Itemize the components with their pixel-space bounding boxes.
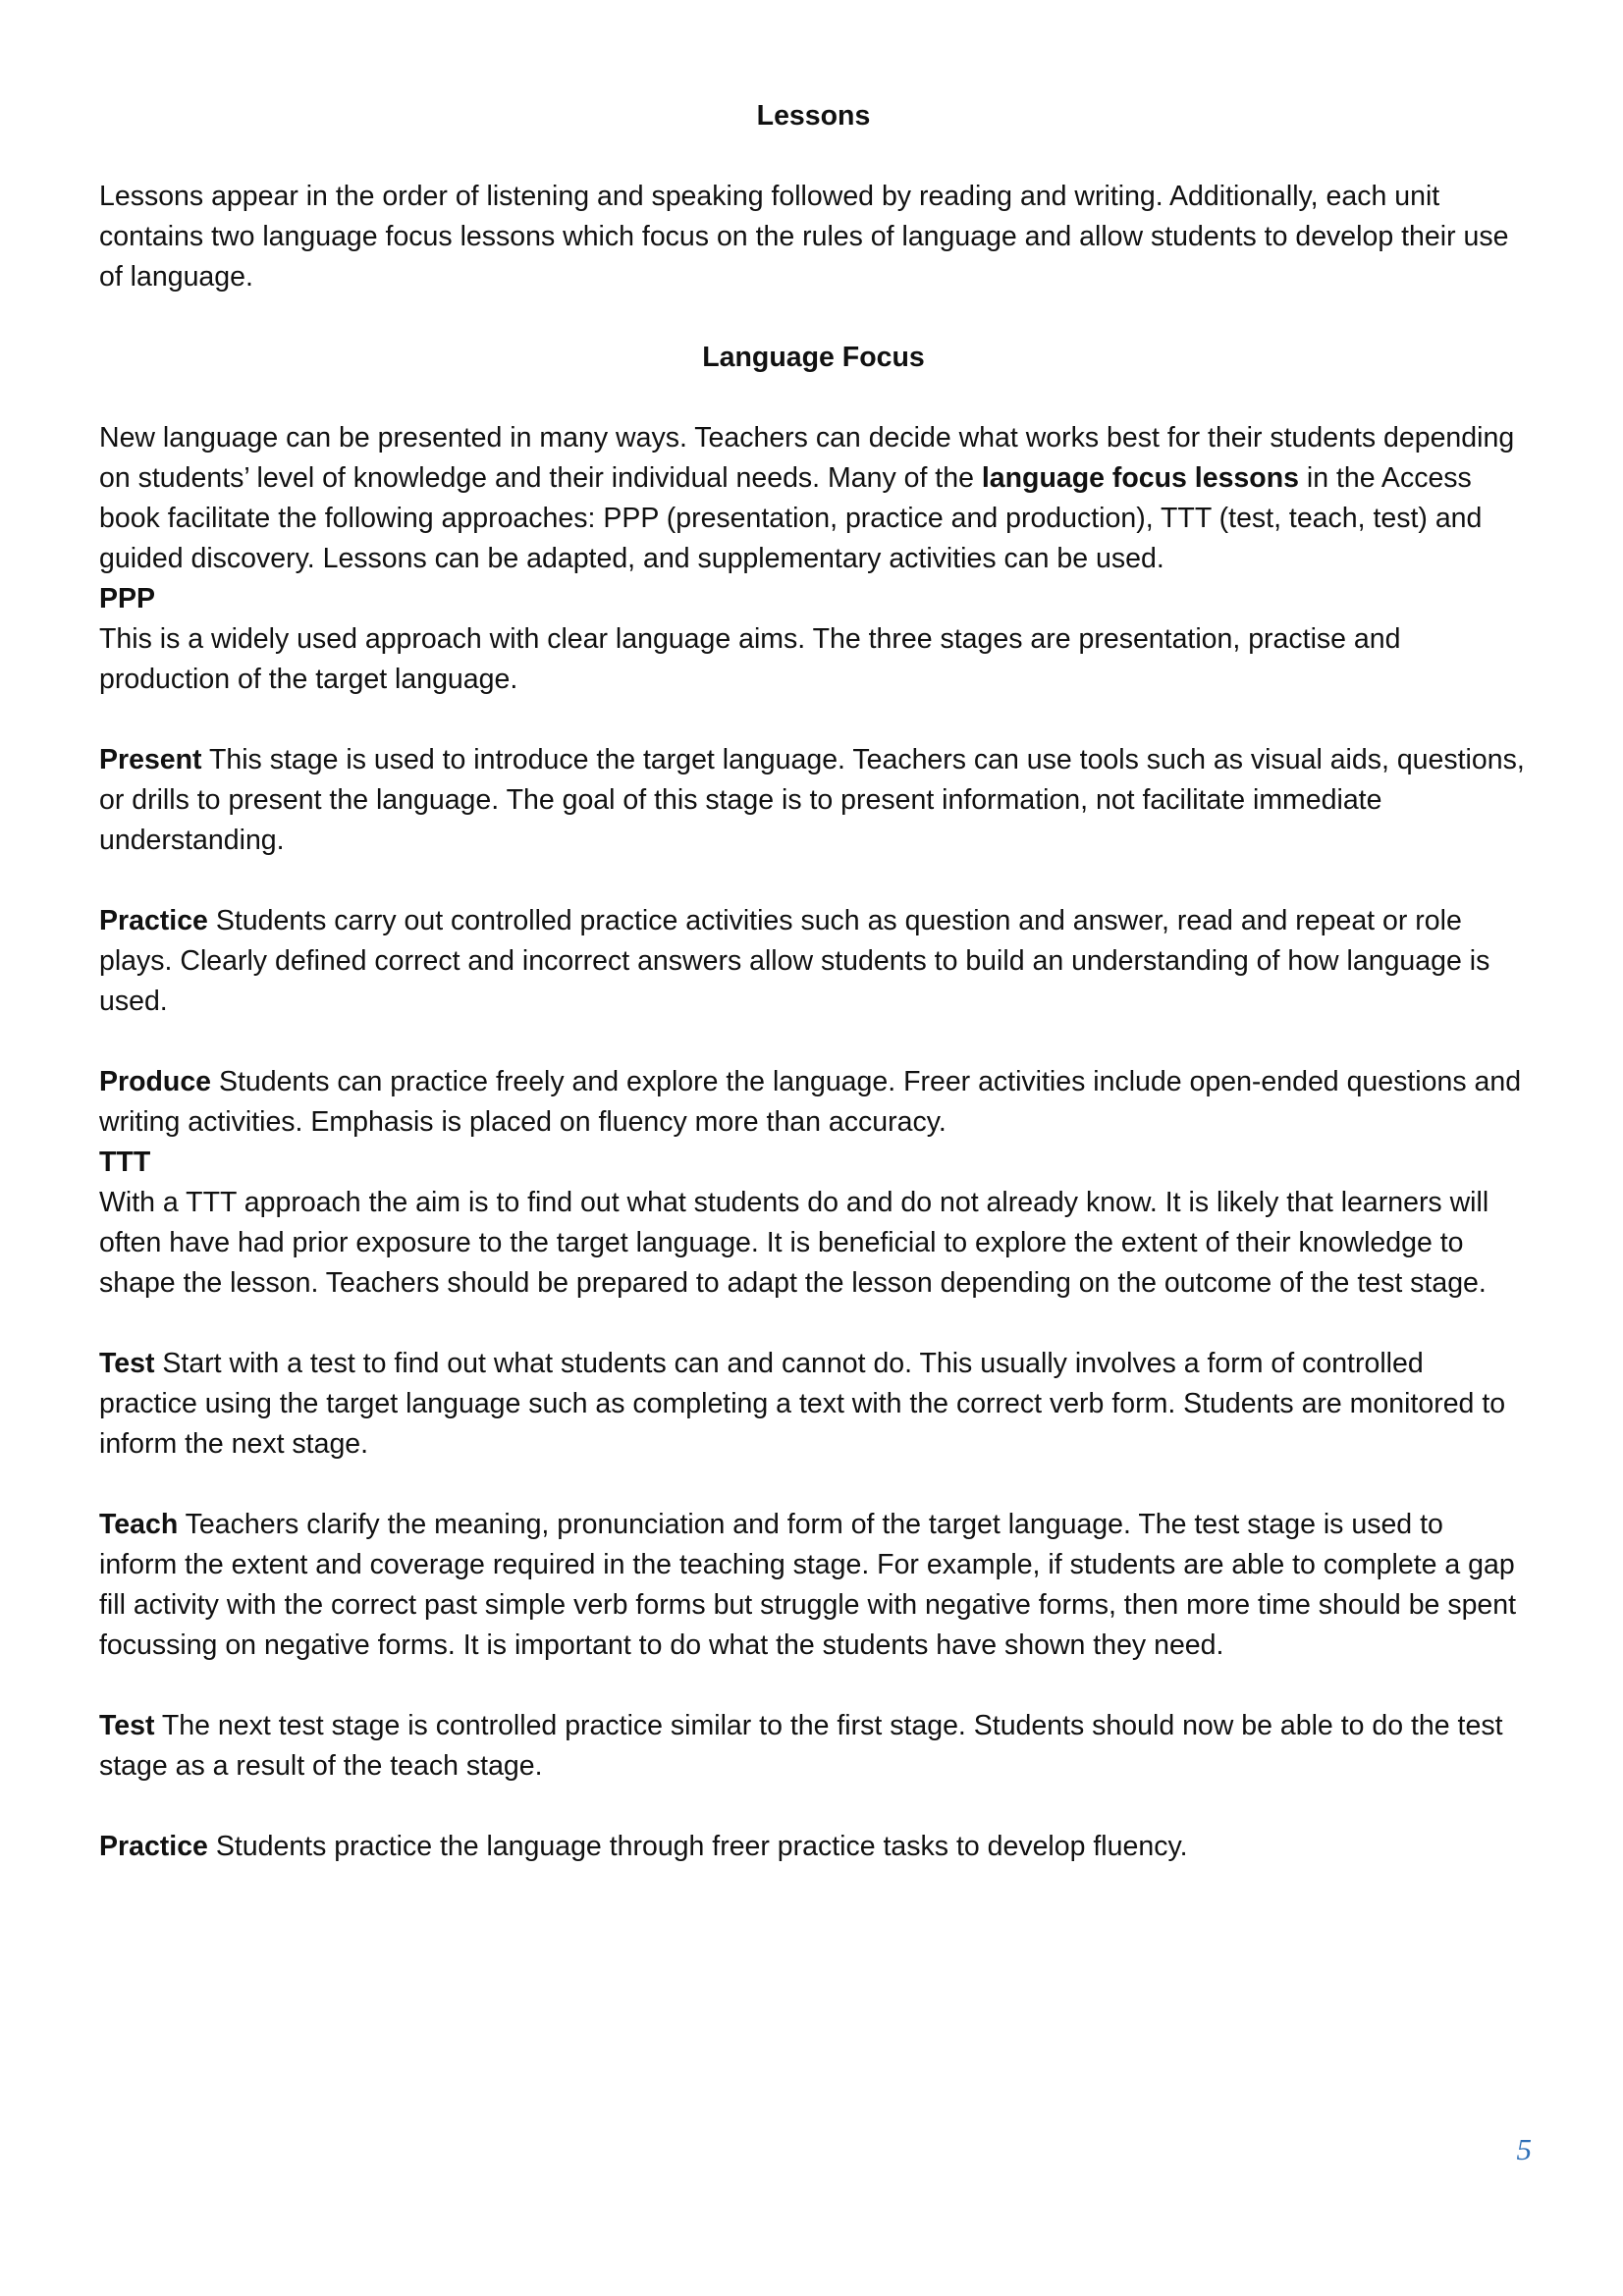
- ttt-teach: [99, 1505, 1528, 1666]
- term-practice: Practice: [99, 905, 208, 936]
- present-text: This stage is used to introduce the target language. Teachers can use tools such as visual aids, questions, or drills to present the language. The goal of this stage is to present information, not facilitate immediate understanding.: [99, 744, 1525, 856]
- practice-text: Students carry out controlled practice activities such as question and answer, read and repeat or role plays. Clearly defined correct and incorrect answers allow students to build an understanding of how language is used.: [99, 905, 1490, 1017]
- ttt-practice: [99, 1827, 1528, 1867]
- teach-text: Teachers clarify the meaning, pronunciation and form of the target language. The test stage is used to inform the extent and coverage required in the teaching stage. For example, if students are able to complete a gap fill activity with the correct past simple verb forms but struggle with negative forms, then more time should be spent focussing on negative forms. It is important to do what the students have shown they need.: [99, 1509, 1517, 1661]
- ttt-intro: With a TTT approach the aim is to find out what students do and do not already know. It is likely that learners will often have had prior exposure to the target language. It is beneficial to explore the extent of their knowledge to shape the lesson. Teachers should be prepared to adapt the lesson depending on the outcome of the test stage.: [99, 1187, 1489, 1299]
- ppp-intro: This is a widely used approach with clear language aims. The three stages are presentation, practise and production of the target language.: [99, 623, 1401, 695]
- language-focus-paragraph: [99, 418, 1528, 579]
- term-test: Test: [99, 1710, 155, 1741]
- section-title-ppp: PPP: [99, 583, 156, 614]
- ppp-present: [99, 740, 1528, 861]
- heading-lessons: Lessons: [756, 100, 871, 132]
- produce-text: Students can practice freely and explore the language. Freer activities include open-ended questions and writing activities. Emphasis is placed on fluency more than accuracy.: [99, 1066, 1522, 1138]
- ppp-produce: [99, 1062, 1528, 1143]
- heading-language-focus: Language Focus: [702, 342, 925, 373]
- term-teach: Teach: [99, 1509, 179, 1540]
- ppp-practice: [99, 901, 1528, 1022]
- ttt-test-1: [99, 1344, 1528, 1465]
- lessons-paragraph: Lessons appear in the order of listening and speaking followed by reading and writing. Additionally, each unit contains two language focus lessons which focus on the rules of language and allow students to develop their use of language.: [99, 181, 1509, 293]
- ttt-test-2: [99, 1706, 1528, 1787]
- term-produce: Produce: [99, 1066, 212, 1097]
- lf-bold-term: language focus lessons: [981, 462, 1299, 494]
- term-test: Test: [99, 1348, 155, 1379]
- term-practice: Practice: [99, 1831, 208, 1862]
- term-present: Present: [99, 744, 202, 775]
- document-page: [99, 96, 1528, 1867]
- lf-text-1: New language can be presented in many ways. Teachers can decide what works best for their students depending on students’ level of knowledge and their individual needs. Many of the: [99, 422, 1515, 494]
- ttt-practice-text: Students practice the language through freer practice tasks to develop fluency.: [207, 1831, 1188, 1862]
- section-title-ttt: TTT: [99, 1147, 151, 1178]
- page-number: 5: [1516, 2132, 1532, 2166]
- test-2-text: The next test stage is controlled practice similar to the first stage. Students should now be able to do the test stage as a result of the teach stage.: [99, 1710, 1503, 1782]
- test-1-text: Start with a test to find out what students can and cannot do. This usually involves a form of controlled practice using the target language such as completing a text with the correct verb form. Students are monitored to inform the next stage.: [99, 1348, 1506, 1460]
- lf-text-2: in the Access book facilitate the following approaches: PPP (presentation, practice and production), TTT (test, teach, test) and guided discovery. Lessons can be adapted, and supplementary activities can be used.: [99, 462, 1483, 574]
